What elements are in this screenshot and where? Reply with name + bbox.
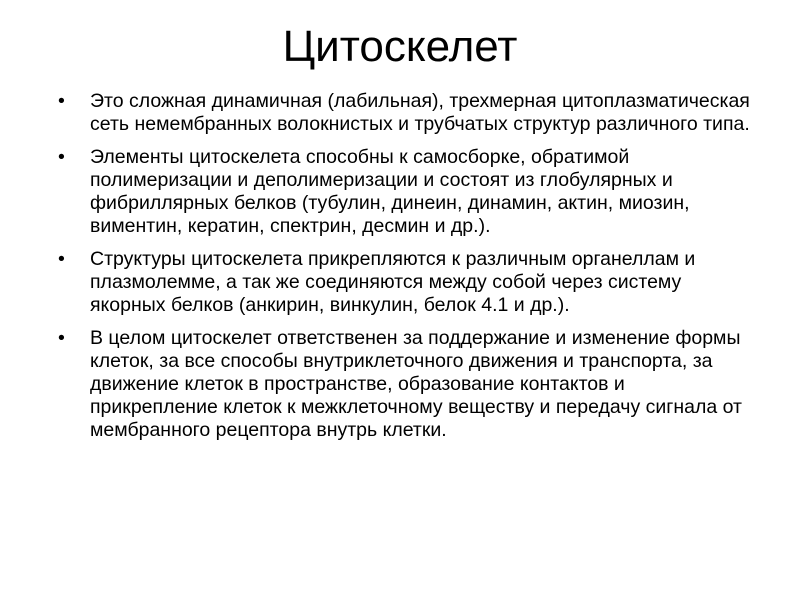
- bullet-list: [58, 90, 758, 452]
- bullet-text: Это сложная динамичная (лабильная), трехмерная цитоплазматическая сеть немембранных волокнистых и трубчатых структур различного типа.: [90, 90, 750, 135]
- bullet-marker: •: [58, 146, 65, 168]
- bullet-text: В целом цитоскелет ответственен за поддержание и изменение формы клеток, за все способы внутриклеточного движения и транспорта, за движение клеток в пространстве, образование контактов и прикрепление клеток к межклеточному веществу и передачу сигнала от мембранного рецептора внутрь клетки.: [90, 327, 742, 441]
- bullet-text: Элементы цитоскелета способны к самосборке, обратимой полимеризации и деполимеризации и состоят из глобулярных и фибриллярных белков (тубулин, динеин, динамин, актин, миозин, виментин, кератин, спектрин, десмин и др.).: [90, 146, 690, 237]
- bullet-item: [58, 327, 758, 442]
- bullet-item: [58, 90, 758, 136]
- bullet-text: Структуры цитоскелета прикрепляются к различным органеллам и плазмолемме, а так же соединяются между собой через систему якорных белков (анкирин, винкулин, белок 4.1 и др.).: [90, 248, 696, 316]
- bullet-item: [58, 146, 758, 238]
- bullet-marker: •: [58, 327, 65, 349]
- slide-title: Цитоскелет: [282, 22, 518, 71]
- bullet-item: [58, 248, 758, 317]
- bullet-marker: •: [58, 90, 65, 112]
- bullet-marker: •: [58, 248, 65, 270]
